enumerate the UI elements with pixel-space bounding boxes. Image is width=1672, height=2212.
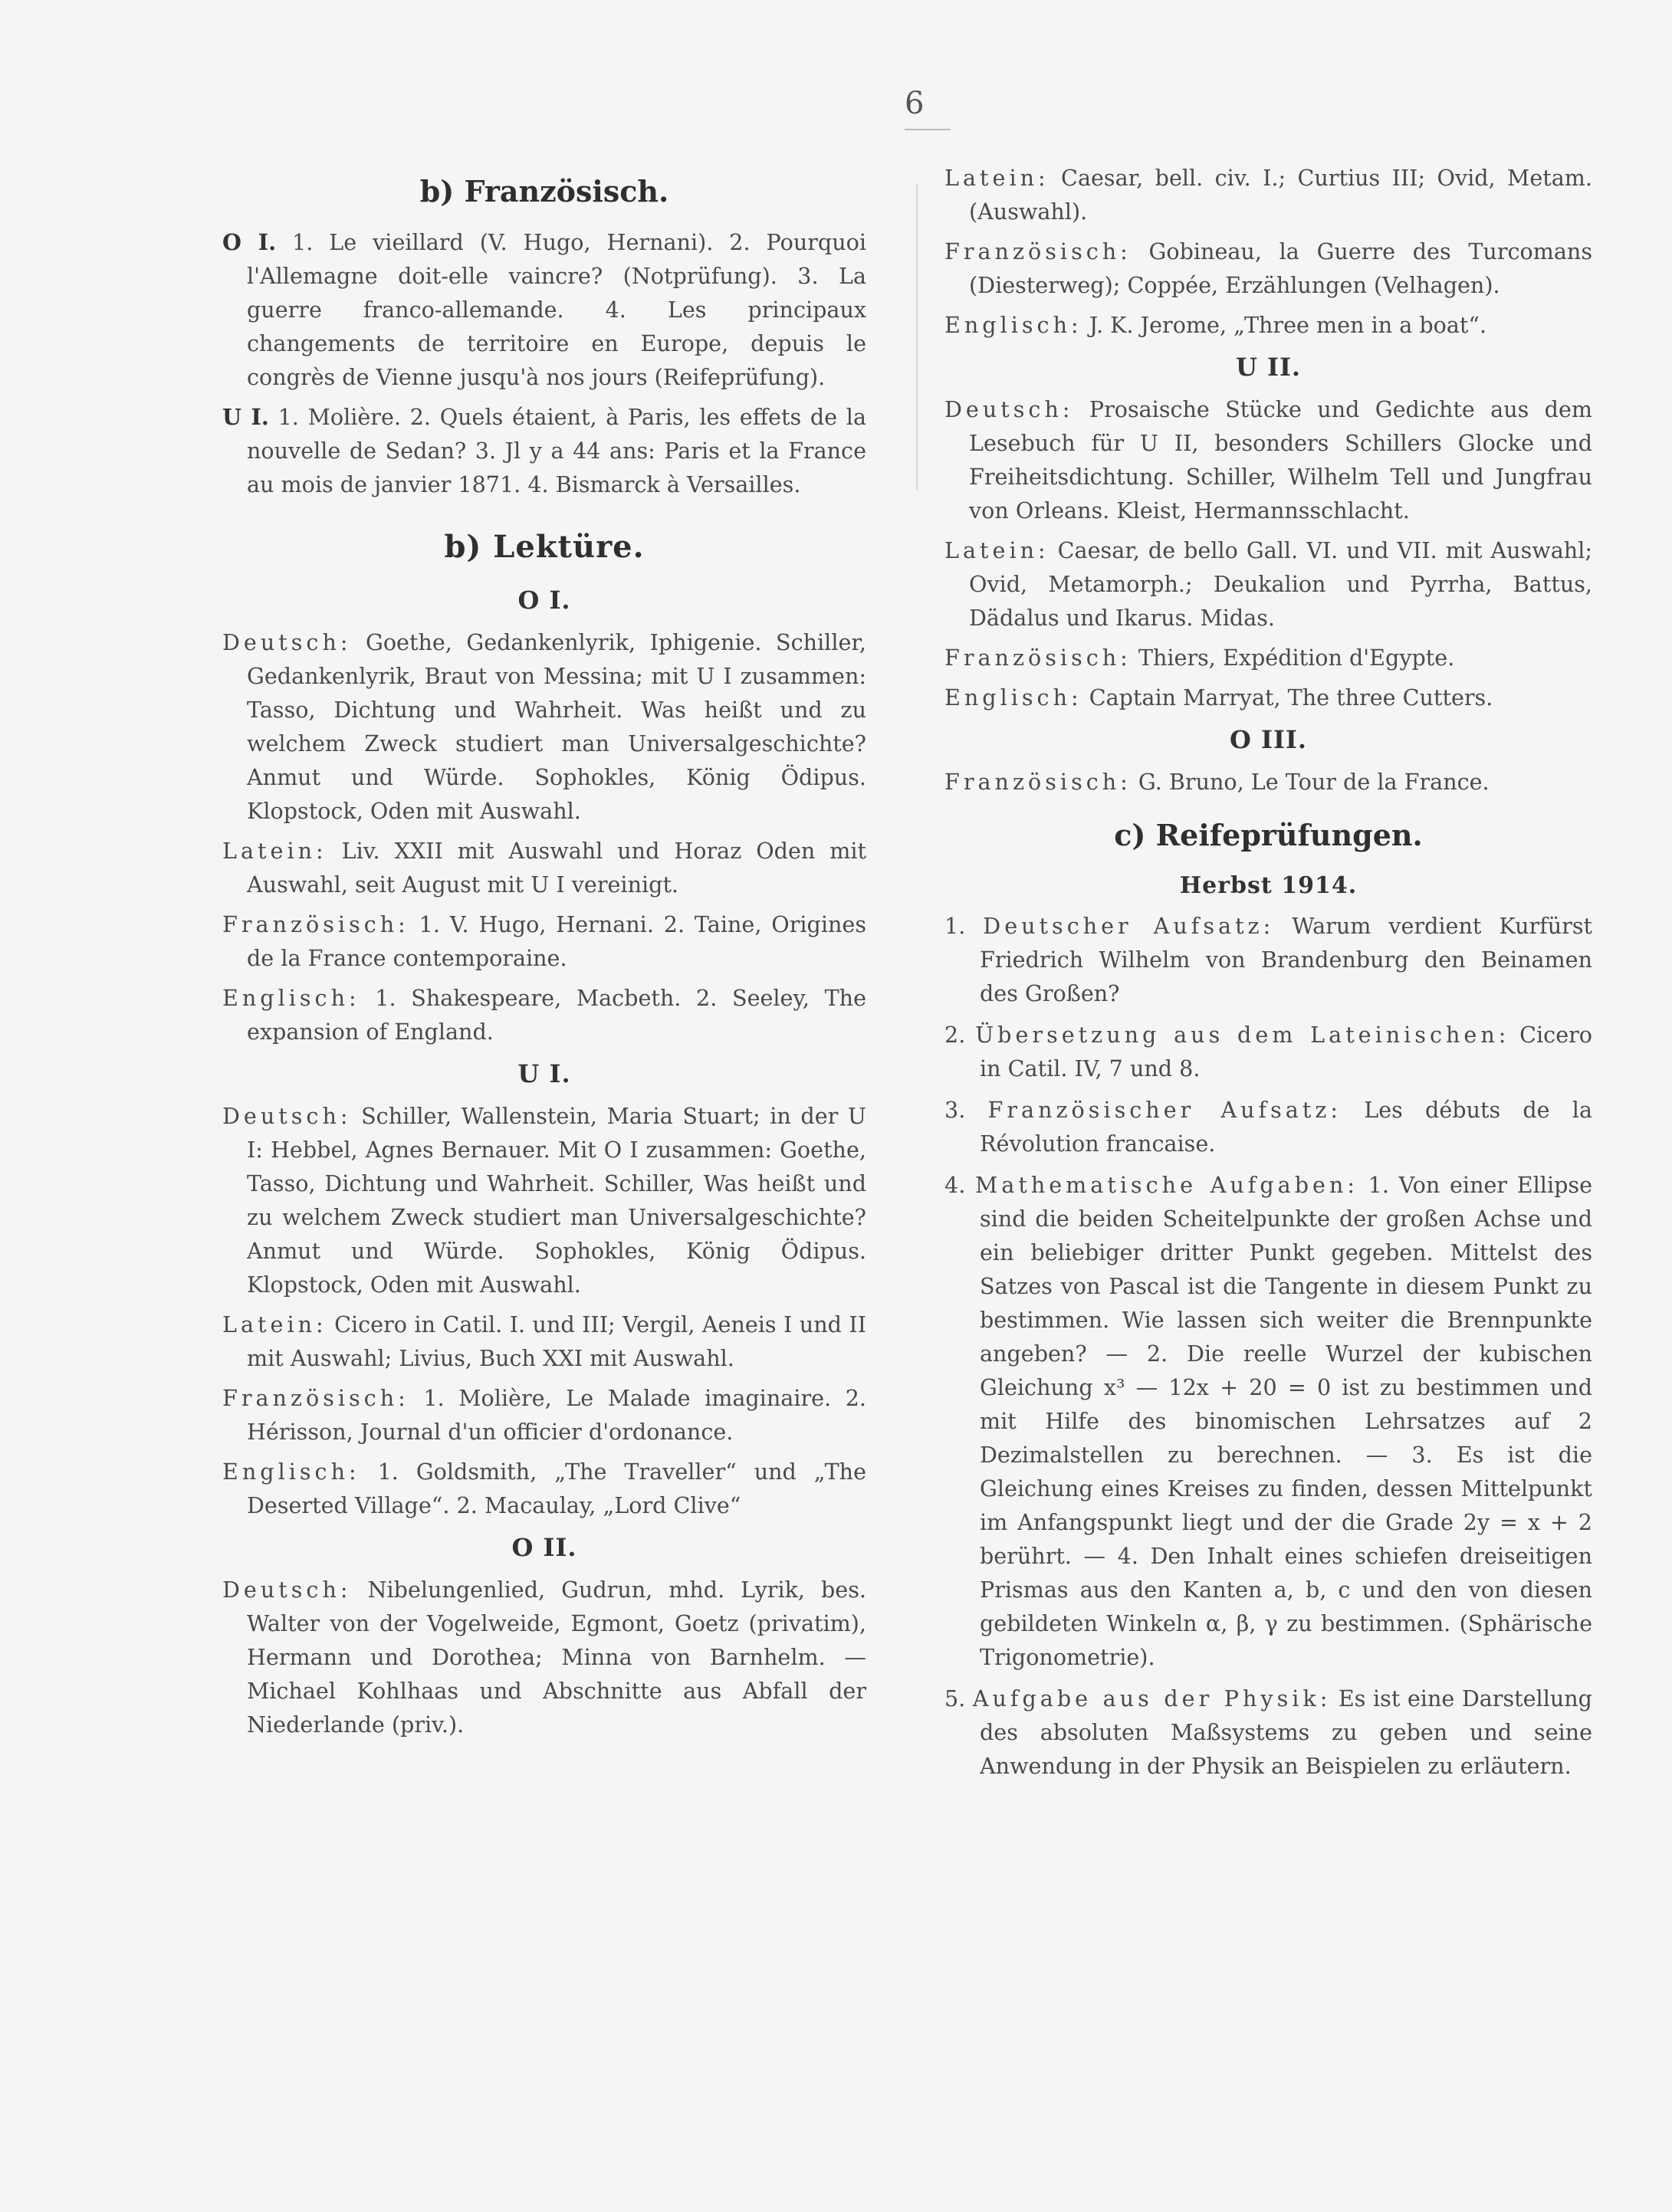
heading-herbst: Herbst 1914.: [1179, 872, 1358, 899]
reading-entry: [222, 981, 866, 1049]
franzoesisch-list: [222, 225, 866, 501]
entry-text: Prosaische Stücke und Gedichte aus dem Lesebuch für U II, besonders Schillers Glocke und Freiheitsdichtung. Schiller, Wilhelm Tell und Jungfrau von Orleans. Kleist, Hermannsschlacht.: [969, 396, 1592, 523]
ui-list: [222, 1099, 866, 1522]
entry-label: Latein:: [944, 537, 1050, 563]
entry-text: Caesar, de bello Gall. VI. und VII. mit Auswahl; Ovid, Metamorph.; Deukalion und Pyrrha, Battus, Dädalus und Ikarus. Midas.: [969, 537, 1592, 631]
entry-label: Deutsch:: [944, 396, 1074, 422]
entry-text: 1. Le vieillard (V. Hugo, Hernani). 2. Pourquoi l'Allemagne doit-elle vaincre? (Notprüfung). 3. La guerre franco-allemande. 4. Les principaux changements de territoire en Europe, depuis le congrès de Vienne jusqu'à nos jours (Reifeprüfung).: [247, 229, 867, 390]
entry-text: 1. V. Hugo, Hernani. 2. Taine, Origines de la France contemporaine.: [247, 911, 866, 971]
entry-label: Deutsch:: [222, 1577, 352, 1603]
item-number: 1.: [944, 913, 966, 939]
uii-list: [944, 392, 1592, 714]
entry-text: Gobineau, la Guerre des Turcomans (Diesterweg); Coppée, Erzählungen (Velhagen).: [969, 238, 1592, 298]
entry-text: 1. Molière, Le Malade imaginaire. 2. Hérisson, Journal d'un officier d'ordonance.: [247, 1385, 866, 1445]
reading-entry: [222, 400, 866, 501]
entry-label: Französischer Aufsatz:: [987, 1097, 1342, 1123]
entry-text: 1. Goldsmith, „The Traveller“ und „The Deserted Village“. 2. Macaulay, „Lord Clive“: [247, 1459, 866, 1518]
exam-item: [944, 1018, 1592, 1085]
item-number: 4.: [944, 1172, 966, 1198]
entry-label: Deutscher Aufsatz:: [983, 913, 1275, 939]
right-column: [944, 161, 1592, 1790]
reading-entry: [222, 1099, 866, 1301]
item-number: 3.: [944, 1097, 966, 1123]
column-divider: [916, 184, 918, 491]
reading-entry: [222, 225, 866, 394]
entry-text: Cicero in Catil. I. und III; Vergil, Aeneis I und II mit Auswahl; Livius, Buch XXI mit Auswahl.: [247, 1311, 866, 1371]
entry-label: Latein:: [222, 838, 327, 864]
exam-item: [944, 909, 1592, 1010]
entry-text: J. K. Jerome, „Three men in a boat“.: [1082, 312, 1487, 338]
exam-item: [944, 1168, 1592, 1674]
entry-text: Cicero in Catil. IV, 7 und 8.: [980, 1022, 1593, 1081]
entry-text: Les débuts de la Révolution francaise.: [980, 1097, 1592, 1157]
exam-item: [944, 1682, 1592, 1783]
entry-label: Englisch:: [944, 312, 1082, 338]
reading-entry: [944, 641, 1592, 674]
reading-entry: [222, 907, 866, 975]
entry-text: Warum verdient Kurfürst Friedrich Wilhelm von Brandenburg den Beinamen des Großen?: [980, 913, 1592, 1006]
reading-entry: [222, 1308, 866, 1375]
page-number: 6: [905, 86, 925, 121]
entry-text: G. Bruno, Le Tour de la France.: [1131, 769, 1490, 795]
heading-franzoesisch: b) Französisch.: [419, 174, 669, 208]
entry-text: Goethe, Gedankenlyrik, Iphigenie. Schiller, Gedankenlyrik, Braut von Messina; mit U I zusammen: Tasso, Dichtung und Wahrheit. Was heißt und zu welchem Zweck studiert man Universalgeschichte? Anmut und Würde. Sophokles, König Ödipus. Klopstock, Oden mit Auswahl.: [247, 629, 866, 824]
heading-reifepruefungen: c) Reifeprüfungen.: [1114, 818, 1423, 852]
reife-list: [944, 909, 1592, 1783]
entry-label: Englisch:: [944, 684, 1082, 711]
heading-lektuere: b) Lektüre.: [444, 529, 645, 565]
entry-label: Deutsch:: [222, 1103, 352, 1129]
heading-oii: O II.: [511, 1533, 577, 1562]
entry-label: Französisch:: [944, 769, 1132, 795]
reading-entry: [222, 834, 866, 901]
entry-label: Übersetzung aus dem Lateinischen:: [975, 1022, 1510, 1048]
entry-label: Französisch:: [944, 238, 1132, 264]
entry-text: Schiller, Wallenstein, Maria Stuart; in der U I: Hebbel, Agnes Bernauer. Mit O I zusammen: Goethe, Tasso, Dichtung und Wahrheit. Schiller, Was heißt und zu welchem Zweck studiert man Universalgeschichte? Anmut und Würde. Sophokles, König Ödipus. Klopstock, Oden mit Auswahl.: [247, 1103, 866, 1298]
oi-list: [222, 625, 866, 1049]
page-number-rule: [905, 129, 951, 130]
entry-label: Französisch:: [222, 1385, 409, 1411]
entry-label: Latein:: [222, 1311, 327, 1337]
reading-entry: [222, 625, 866, 828]
entry-label: Englisch:: [222, 985, 360, 1011]
entry-label: Deutsch:: [222, 629, 352, 655]
heading-oiii: O III.: [1229, 725, 1308, 754]
entry-label: Aufgabe aus der Physik:: [972, 1685, 1332, 1712]
entry-text: Caesar, bell. civ. I.; Curtius III; Ovid, Metam. (Auswahl).: [969, 165, 1592, 225]
reading-entry: [944, 533, 1592, 635]
entry-text: Liv. XXII mit Auswahl und Horaz Oden mit Auswahl, seit August mit U I vereinigt.: [247, 838, 866, 898]
entry-text: Nibelungenlied, Gudrun, mhd. Lyrik, bes. Walter von der Vogelweide, Egmont, Goetz (privatim), Hermann und Dorothea; Minna von Barnhelm. — Michael Kohlhaas und Abschnitte aus Abfall der Niederlande (priv.).: [247, 1577, 866, 1738]
entry-text: 1. Shakespeare, Macbeth. 2. Seeley, The expansion of England.: [247, 985, 866, 1045]
oii-cont-list: [944, 161, 1592, 342]
heading-uii: U II.: [1235, 353, 1302, 382]
reading-entry: [944, 308, 1592, 342]
entry-text: Es ist eine Darstellung des absoluten Maßsystems zu geben und seine Anwendung in der Physik an Beispielen zu erläutern.: [980, 1685, 1592, 1779]
entry-label: Latein:: [944, 165, 1050, 191]
reading-entry: [944, 765, 1592, 799]
entry-label: O I.: [222, 229, 277, 255]
reading-entry: [944, 235, 1592, 302]
oii-list: [222, 1573, 866, 1741]
reading-entry: [222, 1573, 866, 1741]
entry-text: Thiers, Expédition d'Egypte.: [1131, 645, 1455, 671]
entry-label: Englisch:: [222, 1459, 360, 1485]
entry-text: 1. Molière. 2. Quels étaient, à Paris, les effets de la nouvelle de Sedan? 3. Jl y a 44 ans: Paris et la France au mois de janvier 1871. 4. Bismarck à Versailles.: [247, 404, 866, 497]
entry-label: Französisch:: [944, 645, 1132, 671]
entry-label: Französisch:: [222, 911, 409, 937]
item-number: 2.: [944, 1022, 966, 1048]
reading-entry: [944, 392, 1592, 527]
entry-text: Captain Marryat, The three Cutters.: [1082, 684, 1493, 711]
reading-entry: [944, 161, 1592, 228]
item-number: 5.: [944, 1685, 966, 1712]
left-column: [222, 161, 866, 1748]
reading-entry: [222, 1455, 866, 1522]
entry-label: U I.: [222, 404, 269, 430]
reading-entry: [222, 1381, 866, 1449]
entry-text: 1. Von einer Ellipse sind die beiden Scheitelpunkte der großen Achse und ein beliebiger dritter Punkt gegeben. Mittelst des Satzes von Pascal ist die Tangente in diesem Punkt zu bestimmen. Wie lassen sich weiter die Brennpunkte angeben? — 2. Die reelle Wurzel der kubischen Gleichung x³ — 12x + 20 = 0 ist zu bestimmen und mit Hilfe des binomischen Lehrsatzes auf 2 Dezimalstellen zu berechnen. — 3. Es ist die Gleichung eines Kreises zu finden, dessen Mittelpunkt im Anfangspunkt liegt und der die Grade 2y = x + 2 berührt. — 4. Den Inhalt eines schiefen dreiseitigen Prismas aus den Kanten a, b, c und den von diesen gebildeten Winkeln α, β, γ zu bestimmen. (Sphärische Trigonometrie).: [980, 1172, 1592, 1670]
reading-entry: [944, 681, 1592, 714]
entry-label: Mathematische Aufgaben:: [975, 1172, 1358, 1198]
heading-ui: U I.: [517, 1059, 571, 1088]
exam-item: [944, 1093, 1592, 1160]
oiii-list: [944, 765, 1592, 799]
heading-oi: O I.: [517, 586, 571, 615]
